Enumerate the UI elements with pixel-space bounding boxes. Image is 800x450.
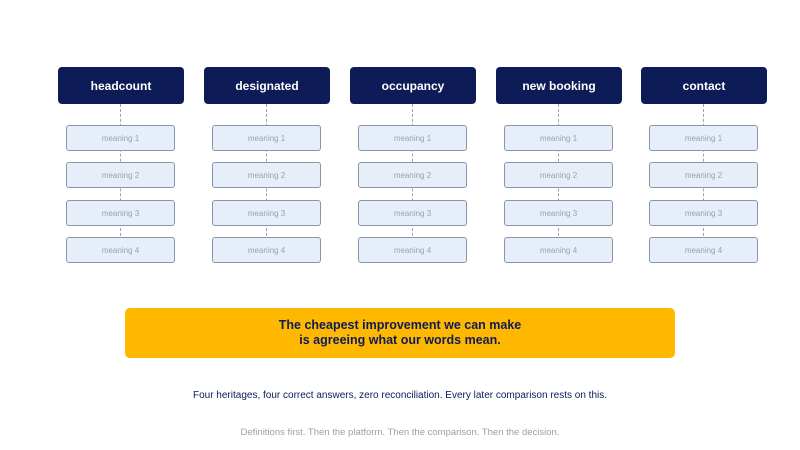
key-message-callout (125, 308, 675, 358)
term-header-occupancy: occupancy (350, 67, 476, 104)
meaning-box: meaning 2 (358, 162, 467, 188)
term-header-headcount: headcount (58, 67, 184, 104)
meaning-box: meaning 3 (212, 200, 321, 226)
meaning-box: meaning 3 (649, 200, 758, 226)
term-column-new-booking (496, 67, 622, 263)
footer-note: Definitions first. Then the platform. Then the comparison. Then the decision. (240, 427, 560, 438)
term-header-contact: contact (641, 67, 767, 104)
callout-line-1: The cheapest improvement we can make (278, 318, 522, 332)
meaning-box: meaning 4 (358, 237, 467, 263)
term-column-designated (204, 67, 330, 263)
meaning-box: meaning 4 (649, 237, 758, 263)
meaning-box: meaning 1 (358, 125, 467, 151)
callout-line-2: is agreeing what our words mean. (299, 333, 501, 347)
term-column-occupancy (350, 67, 476, 263)
meaning-box: meaning 2 (66, 162, 175, 188)
meaning-box: meaning 1 (649, 125, 758, 151)
meaning-box: meaning 4 (212, 237, 321, 263)
supporting-statement: Four heritages, four correct answers, zero reconciliation. Every later comparison rests on this. (192, 390, 608, 401)
meaning-box: meaning 3 (504, 200, 613, 226)
term-header-designated: designated (204, 67, 330, 104)
meaning-box: meaning 1 (66, 125, 175, 151)
meaning-box: meaning 3 (66, 200, 175, 226)
meaning-box: meaning 3 (358, 200, 467, 226)
meaning-box: meaning 1 (212, 125, 321, 151)
term-column-contact (641, 67, 767, 263)
meaning-box: meaning 4 (66, 237, 175, 263)
meaning-box: meaning 2 (212, 162, 321, 188)
meaning-box: meaning 4 (504, 237, 613, 263)
term-column-headcount (58, 67, 184, 263)
meaning-box: meaning 2 (504, 162, 613, 188)
meaning-box: meaning 2 (649, 162, 758, 188)
term-header-new-booking: new booking (496, 67, 622, 104)
meaning-box: meaning 1 (504, 125, 613, 151)
